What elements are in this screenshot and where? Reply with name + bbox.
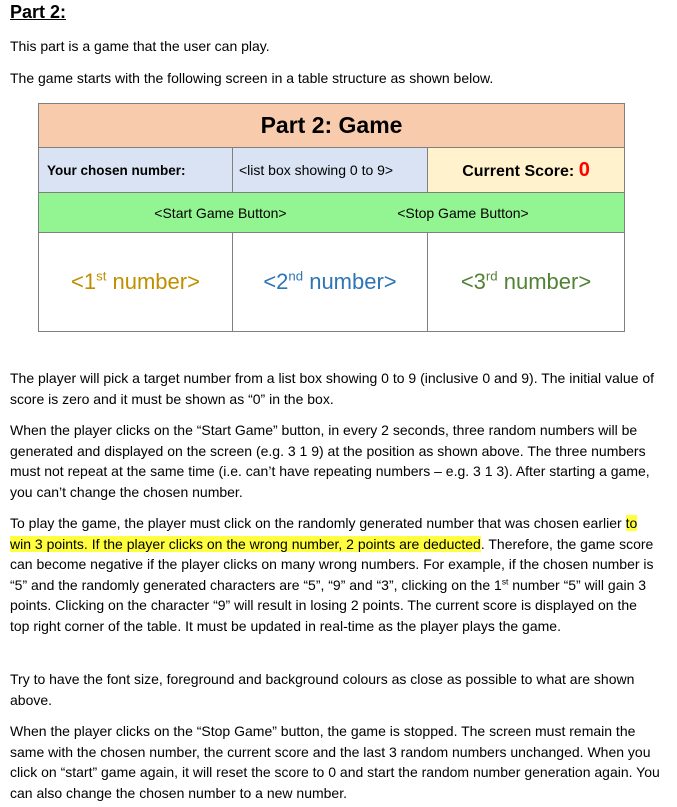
- score-value: 0: [578, 158, 590, 181]
- paragraph-start-game: When the player clicks on the “Start Game” button, in every 2 seconds, three random numbers will be generated and displayed on the screen (e.g. 3 1 9) at the position as shown above. The three numbers must not repeat at the same time (i.e. can’t have repeating numbers – e.g. 3 1 3). After starting a game, you can’t change the chosen number.: [10, 422, 650, 500]
- paragraph-stop-game: When the player clicks on the “Stop Game” button, the game is stopped. The screen must remain the same with the chosen number, the current score and the last 3 random numbers unchanged. When you click on “start” game again, it will reset the score to 0 and start the random number generation again. You can also change the chosen number to a new number.: [10, 723, 660, 801]
- highlighted-rule: to win 3 points. If the player clicks on the wrong number, 2 points are deducted: [10, 515, 638, 552]
- third-number[interactable]: <3rd number>: [428, 233, 625, 332]
- paragraph-colours: Try to have the font size, foreground and background colours as close as possible to what are shown above.: [10, 671, 635, 708]
- chosen-number-label: Your chosen number:: [39, 148, 233, 193]
- current-score: [428, 148, 625, 193]
- number-listbox[interactable]: <list box showing 0 to 9>: [233, 148, 428, 193]
- intro-line-1: This part is a game that the user can play.: [10, 38, 270, 54]
- paragraph-play-rules: To play the game, the player must click on the randomly generated number that was chosen earlier to win 3 points. If the player clicks on the wrong number, 2 points are deducted. Therefore, the game score can become negative if the player clicks on many wrong numbers. For example, if the chosen number is “5” and the randomly generated characters are “5”, “9” and “3”, clicking on the 1st number “5” will gain 3 points. Clicking on the character “9” will result in losing 2 points. The current score is displayed on the top right corner of the table. It must be updated in real-time as the player plays the game.: [10, 515, 654, 634]
- paragraph-score-intro: The player will pick a target number from a list box showing 0 to 9 (inclusive 0 and 9). The initial value of score is zero and it must be shown as “0” in the box.: [10, 370, 655, 407]
- score-label: Current Score:: [462, 162, 579, 180]
- game-table: [38, 103, 625, 332]
- button-row: [39, 193, 625, 233]
- section-heading: Part 2:: [10, 2, 67, 22]
- intro-line-2: The game starts with the following screen in a table structure as shown below.: [10, 70, 494, 86]
- stop-game-button[interactable]: <Stop Game Button>: [397, 204, 529, 221]
- start-game-button[interactable]: <Start Game Button>: [154, 204, 287, 221]
- game-title: Part 2: Game: [39, 104, 625, 148]
- second-number[interactable]: <2nd number>: [233, 233, 428, 332]
- first-number[interactable]: <1st number>: [39, 233, 233, 332]
